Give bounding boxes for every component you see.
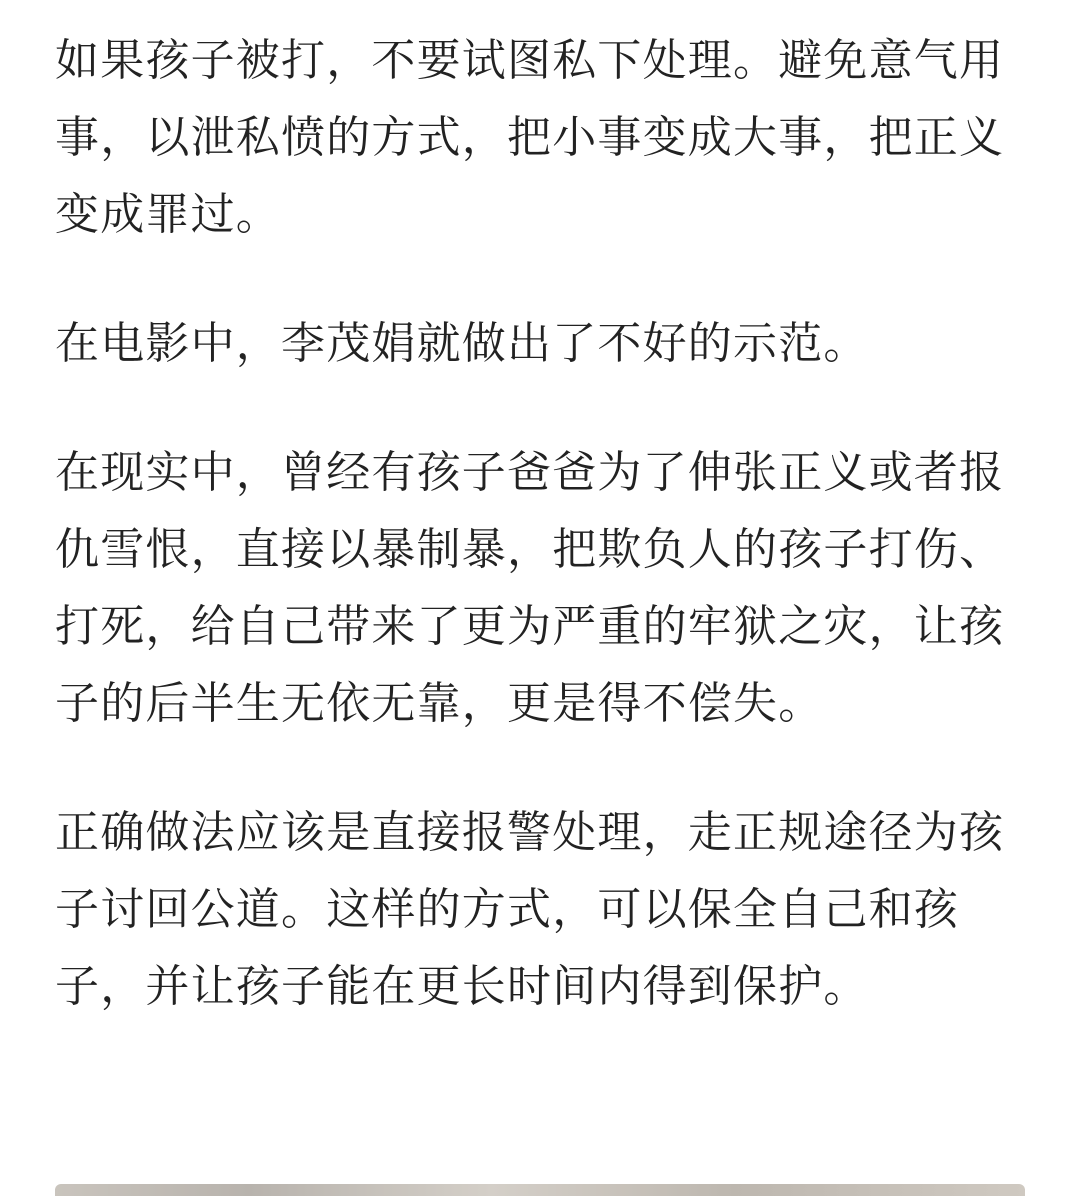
article-image-top-edge [55,1184,1025,1196]
paragraph: 正确做法应该是直接报警处理，走正规途径为孩子讨回公道。这样的方式，可以保全自己和孩子，并让孩子能在更长时间内得到保护。 [55,807,1005,1012]
article-body [55,22,1030,1077]
paragraph: 在电影中，李茂娟就做出了不好的示范。 [55,318,869,369]
paragraph: 在现实中，曾经有孩子爸爸为了伸张正义或者报仇雪恨，直接以暴制暴，把欺负人的孩子打伤、打死，给自己带来了更为严重的牢狱之灾，让孩子的后半生无依无靠，更是得不偿失。 [55,447,1005,729]
paragraph: 如果孩子被打，不要试图私下处理。避免意气用事，以泄私愤的方式，把小事变成大事，把正义变成罪过。 [55,35,1005,240]
